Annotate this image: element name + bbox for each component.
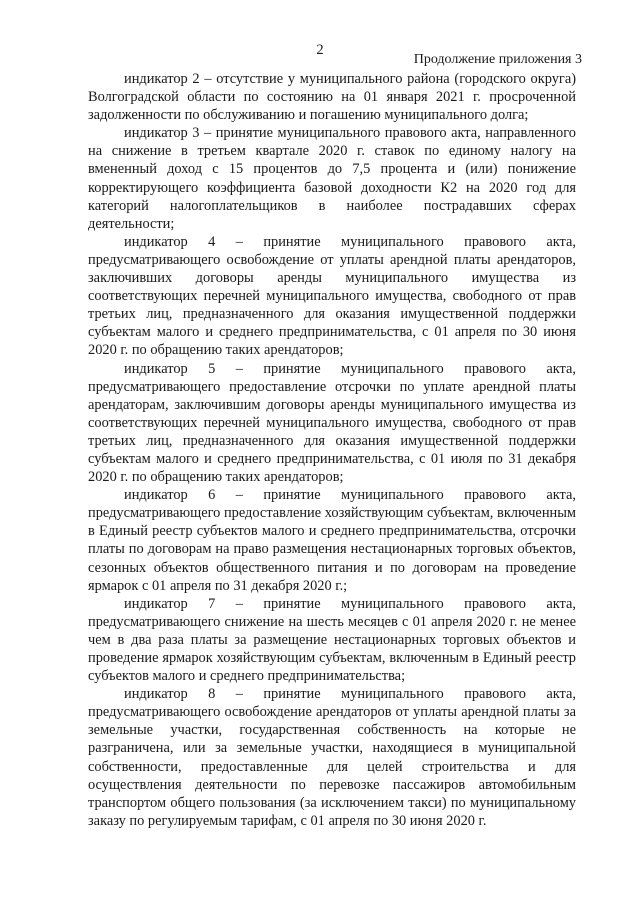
page-number: 2	[316, 42, 324, 58]
paragraph-indicator-2: индикатор 2 – отсутствие у муниципального района (городского округа) Волгоградской области по состоянию на 01 января 2021 г. просроченной задолженности по обслуживанию и погашению муниципального долга;	[88, 71, 576, 124]
paragraph-indicator-5: индикатор 5 – принятие муниципального правового акта, предусматривающего предоставление отсрочки по уплате арендной платы арендаторам, заключившим договоры аренды муниципального имущества из соответствующих перечней муниципального имущества, свободного от прав третьих лиц, предназначенного для оказания имущественной поддержки субъектам малого и среднего предпринимательства, с 01 июля по 31 декабря 2020 г. по обращению таких арендаторов;	[88, 360, 576, 486]
paragraph-indicator-6: индикатор 6 – принятие муниципального правового акта, предусматривающего предоставление хозяйствующим субъектам, включенным в Единый реестр субъектов малого и среднего предпринимательства, отсрочки платы по договорам на право размещения нестационарных торговых объектов, сезонных объектов общественного питания и по договорам на проведение ярмарок с 01 апреля по 31 декабря 2020 г.;	[88, 487, 576, 594]
paragraph-indicator-8: индикатор 8 – принятие муниципального правового акта, предусматривающего освобождение арендаторов от уплаты арендной платы за земельные участки, государственная собственность на которые не разграничена, или за земельные участки, находящиеся в муниципальной собственности, предоставленные для целей строительства и для осуществления деятельности по перевозке пассажиров автомобильным транспортом общего пользования (за исключением такси) по муниципальному заказу по регулируемым тарифам, с 01 апреля по 30 июня 2020 г.	[88, 686, 576, 829]
document-body	[88, 70, 576, 830]
paragraph-indicator-4: индикатор 4 – принятие муниципального правового акта, предусматривающего освобождение от уплаты арендной платы арендаторов, заключивших договоры аренды муниципального имущества из соответствующих перечней муниципального имущества, свободного от прав третьих лиц, предназначенного для оказания имущественной поддержки субъектам малого и среднего предпринимательства, с 01 апреля по 30 июня 2020 г. по обращению таких арендаторов;	[88, 233, 576, 359]
paragraph-indicator-7: индикатор 7 – принятие муниципального правового акта, предусматривающего снижение на шесть месяцев с 01 апреля 2020 г. не менее чем в два раза платы за размещение нестационарных торговых объектов и проведение ярмарок хозяйствующим субъектам, включенным в Единый реестр субъектов малого и среднего предпринимательства;	[88, 595, 576, 685]
appendix-continuation-note: Продолжение приложения 3	[413, 52, 582, 67]
paragraph-indicator-3: индикатор 3 – принятие муниципального правового акта, направленного на снижение в третьем квартале 2020 г. ставок по единому налогу на вмененный доход с 15 процентов до 7,5 процента и (или) понижение корректирующего коэффициента базовой доходности К2 на 2020 год для категорий налогоплательщиков в наиболее пострадавших сферах деятельности;	[88, 125, 576, 232]
